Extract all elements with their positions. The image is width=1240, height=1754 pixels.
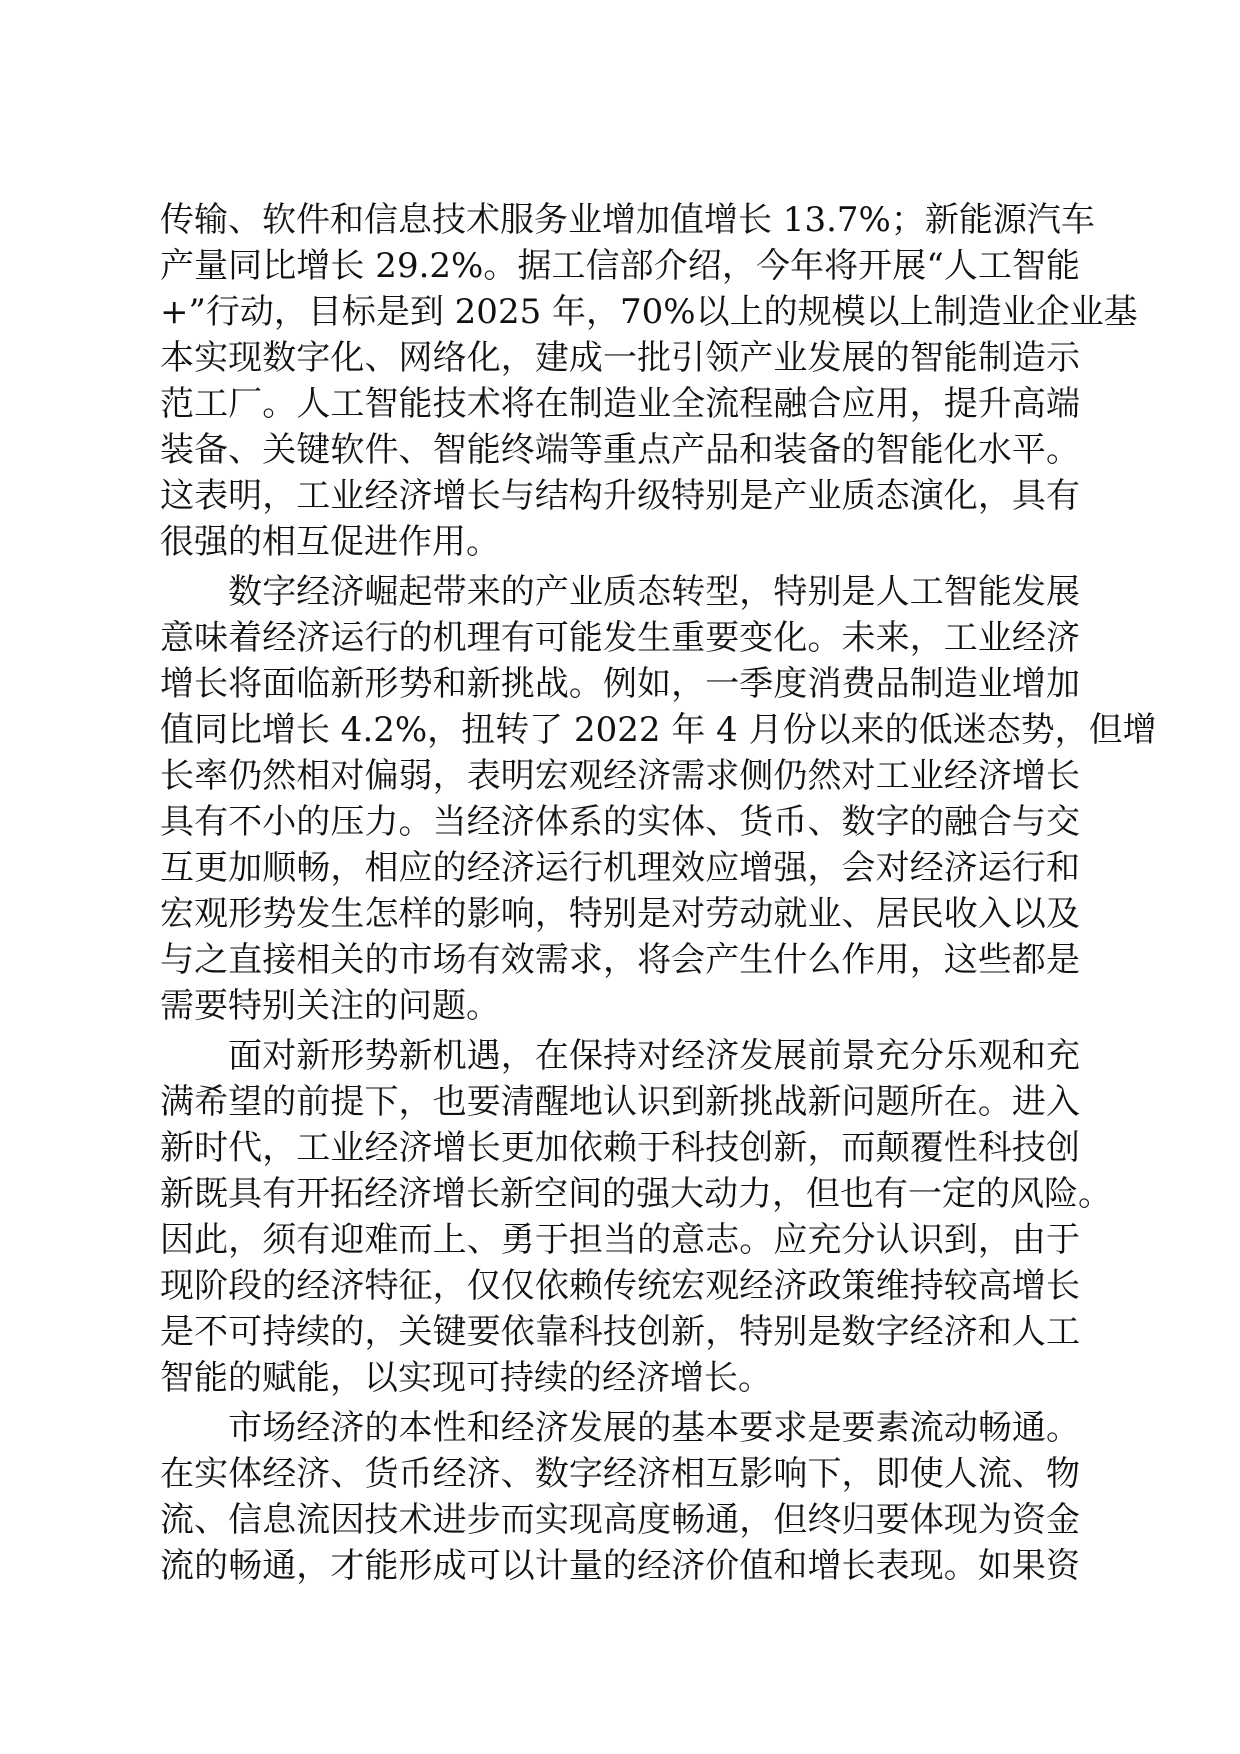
text-line: 具有不小的压力。当经济体系的实体、货币、数字的融合与交 bbox=[160, 802, 1080, 842]
document-body bbox=[160, 197, 1157, 1589]
paragraph bbox=[160, 1405, 1080, 1589]
text-line: 需要特别关注的问题。 bbox=[160, 986, 500, 1026]
text-line: 流的畅通，才能形成可以计量的经济价值和增长表现。如果资 bbox=[160, 1546, 1080, 1586]
text-line: 市场经济的本性和经济发展的基本要求是要素流动畅通。 bbox=[160, 1408, 1080, 1448]
text-line: 是不可持续的，关键要依靠科技创新，特别是数字经济和人工 bbox=[160, 1312, 1080, 1352]
text-line: 值同比增长 4.2%，扭转了 2022 年 4 月份以来的低迷态势，但增 bbox=[160, 710, 1157, 750]
text-line: 长率仍然相对偏弱，表明宏观经济需求侧仍然对工业经济增长 bbox=[160, 756, 1080, 796]
paragraph bbox=[160, 1033, 1112, 1401]
text-line: 在实体经济、货币经济、数字经济相互影响下，即使人流、物 bbox=[160, 1454, 1080, 1494]
text-line: 范工厂。人工智能技术将在制造业全流程融合应用，提升高端 bbox=[160, 384, 1080, 424]
paragraph bbox=[160, 569, 1157, 1029]
text-line: 意味着经济运行的机理有可能发生重要变化。未来，工业经济 bbox=[160, 618, 1080, 658]
text-line: 装备、关键软件、智能终端等重点产品和装备的智能化水平。 bbox=[160, 430, 1080, 470]
text-line: 与之直接相关的市场有效需求，将会产生什么作用，这些都是 bbox=[160, 940, 1080, 980]
text-line: 满希望的前提下，也要清醒地认识到新挑战新问题所在。进入 bbox=[160, 1082, 1080, 1122]
text-line: 智能的赋能，以实现可持续的经济增长。 bbox=[160, 1358, 772, 1398]
text-line: 这表明，工业经济增长与结构升级特别是产业质态演化，具有 bbox=[160, 476, 1080, 516]
text-line: 新既具有开拓经济增长新空间的强大动力，但也有一定的风险。 bbox=[160, 1174, 1112, 1214]
text-line: 流、信息流因技术进步而实现高度畅通，但终归要体现为资金 bbox=[160, 1500, 1080, 1540]
text-line: 很强的相互促进作用。 bbox=[160, 522, 500, 562]
paragraph bbox=[160, 197, 1138, 565]
text-line: 数字经济崛起带来的产业质态转型，特别是人工智能发展 bbox=[160, 572, 1080, 612]
text-line: 因此，须有迎难而上、勇于担当的意志。应充分认识到，由于 bbox=[160, 1220, 1080, 1260]
text-line: 现阶段的经济特征，仅仅依赖传统宏观经济政策维持较高增长 bbox=[160, 1266, 1080, 1306]
text-line: 宏观形势发生怎样的影响，特别是对劳动就业、居民收入以及 bbox=[160, 894, 1080, 934]
text-line: 产量同比增长 29.2%。据工信部介绍，今年将开展“人工智能 bbox=[160, 246, 1080, 286]
text-line: 传输、软件和信息技术服务业增加值增长 13.7%；新能源汽车 bbox=[160, 200, 1095, 240]
text-line: 新时代，工业经济增长更加依赖于科技创新，而颠覆性科技创 bbox=[160, 1128, 1080, 1168]
text-line: 本实现数字化、网络化，建成一批引领产业发展的智能制造示 bbox=[160, 338, 1080, 378]
text-line: 增长将面临新形势和新挑战。例如，一季度消费品制造业增加 bbox=[160, 664, 1080, 704]
text-line: +”行动，目标是到 2025 年，70%以上的规模以上制造业企业基 bbox=[160, 292, 1138, 332]
text-line: 面对新形势新机遇，在保持对经济发展前景充分乐观和充 bbox=[160, 1036, 1080, 1076]
text-line: 互更加顺畅，相应的经济运行机理效应增强，会对经济运行和 bbox=[160, 848, 1080, 888]
